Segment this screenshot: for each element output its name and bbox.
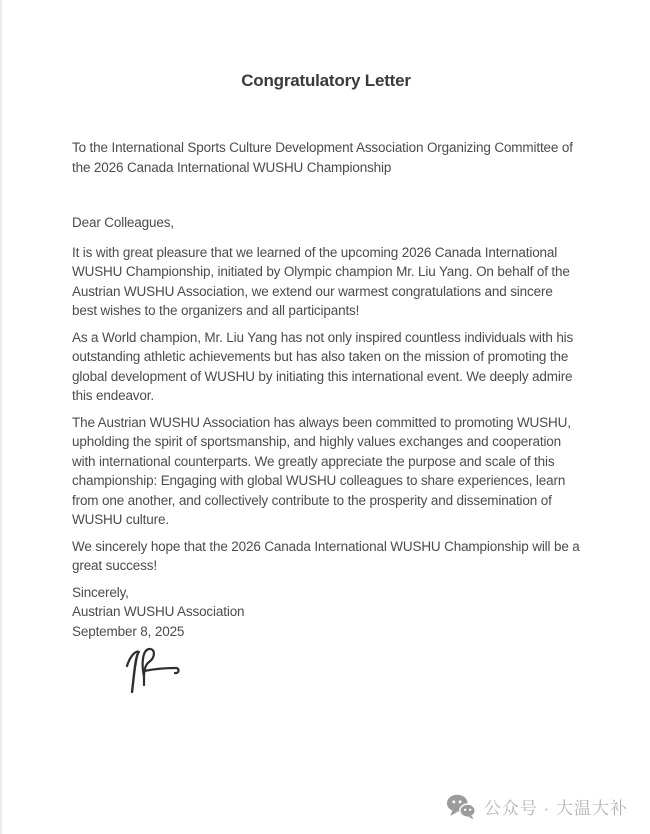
closing-sign-off: Sincerely,: [72, 584, 129, 600]
watermark-label: 公众号 · 大温大补: [483, 799, 628, 818]
closing-block: [72, 583, 580, 642]
paragraph-2: As a World champion, Mr. Liu Yang has not only inspired countless individuals with his outstanding athletic achievements but has also taken on the mission of promoting the global development of WUSHU by initiating this international event. We deeply admire this endeavor.: [72, 329, 574, 403]
salutation: Dear Colleagues,: [72, 215, 174, 230]
watermark: [446, 793, 628, 820]
handwritten-signature-icon: [118, 644, 198, 700]
closing-organization: Austrian WUSHU Association: [72, 604, 245, 619]
letter-title: Congratulatory Letter: [241, 71, 411, 90]
paragraph-4: We sincerely hope that the 2026 Canada International WUSHU Championship will be a great success!: [72, 538, 580, 573]
paragraph-1: It is with great pleasure that we learned of the upcoming 2026 Canada International WUSHU Championship, initiated by Olympic champion Mr. Liu Yang. On behalf of the Austrian WUSHU Association, we extend our warmest congratulations and sincere best wishes to the organizers and all participants!: [72, 244, 570, 318]
recipient-address: To the International Sports Culture Development Association Organizing Committee of the 2026 Canada International WUSHU Championship: [72, 140, 573, 175]
closing-date: September 8, 2025: [72, 623, 185, 639]
wechat-icon: [446, 793, 476, 820]
paragraph-3: The Austrian WUSHU Association has always been committed to promoting WUSHU, upholding the spirit of sportsmanship, and highly values exchanges and cooperation with international counterparts. We greatly appreciate the purpose and scale of this championship: Engaging with global WUSHU colleagues to share experiences, learn from one another, and collectively contribute to the prosperity and dissemination of WUSHU culture.: [72, 414, 571, 527]
